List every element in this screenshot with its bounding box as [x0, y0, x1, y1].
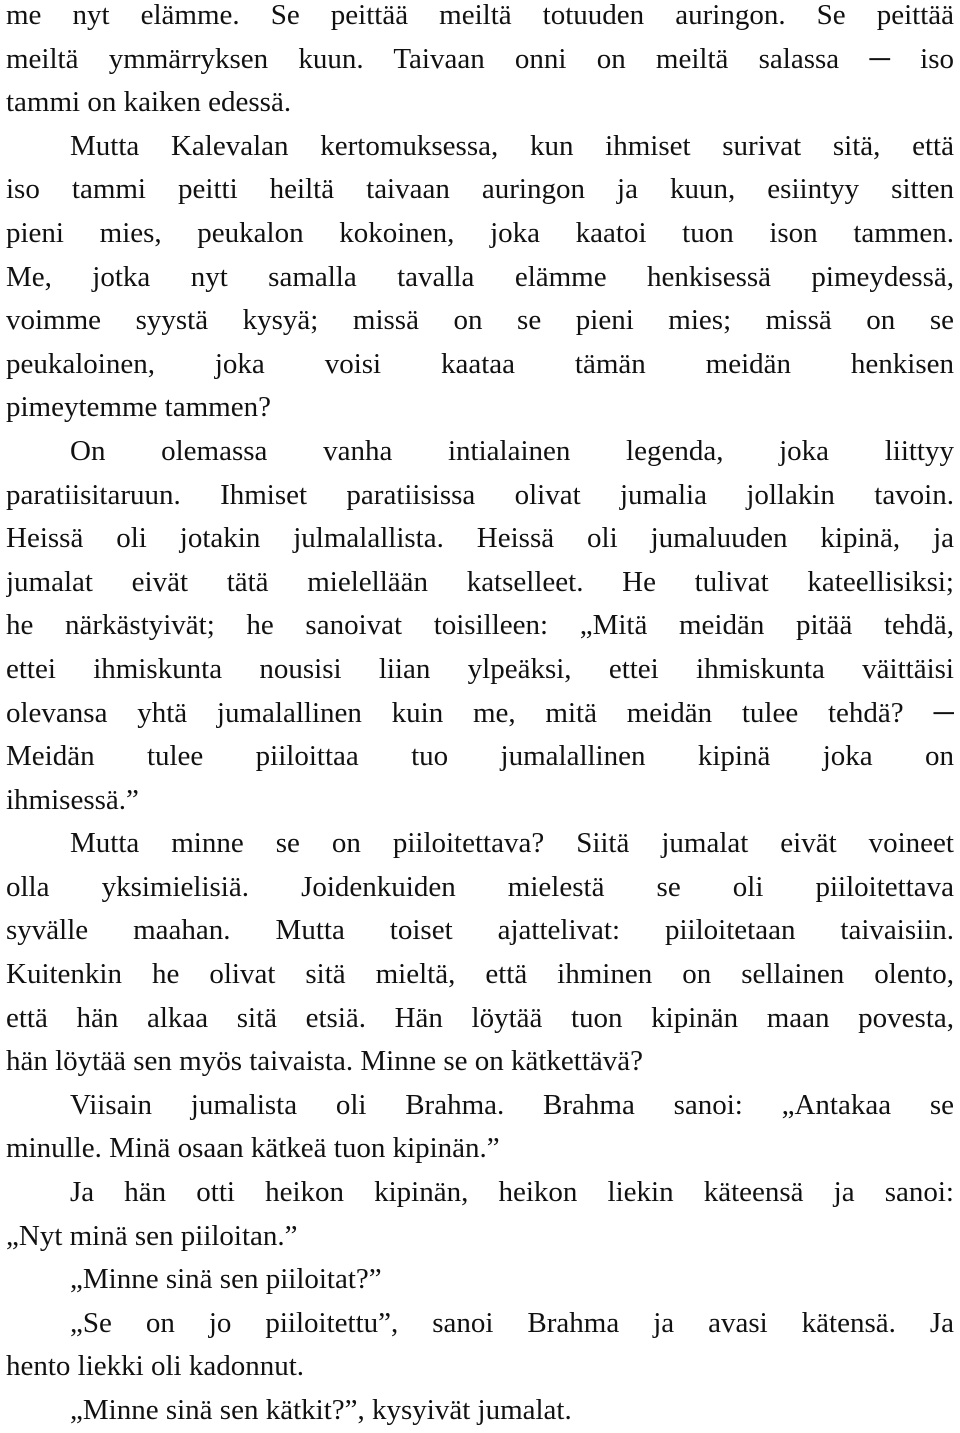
text-line: olla yksimielisiä. Joidenkuiden mielestä se oli piiloitettava: [6, 870, 954, 903]
text-line: Me, jotka nyt samalla tavalla elämme henkisessä pimeydessä,: [6, 260, 954, 293]
text-line: Mutta minne se on piiloitettava? Siitä jumalat eivät voineet: [70, 827, 954, 860]
text-line: Ja hän otti heikon kipinän, heikon liekin käteensä ja sanoi:: [70, 1176, 954, 1209]
text-line: he närkästyivät; he sanoivat toisilleen: „Mitä meidän pitää tehdä,: [6, 609, 954, 642]
text-line: että hän alkaa sitä etsiä. Hän löytää tuon kipinän maan povesta,: [6, 1001, 954, 1034]
text-line: hän löytää sen myös taivaista. Minne se on kätkettävä?: [6, 1045, 644, 1078]
text-line: „Minne sinä sen kätkit?”, kysyivät jumalat.: [70, 1394, 572, 1426]
text-line: pieni mies, peukalon kokoinen, joka kaatoi tuon ison tammen.: [6, 216, 954, 249]
text-line: Mutta Kalevalan kertomuksessa, kun ihmiset surivat sitä, että: [70, 129, 954, 162]
text-line: syvälle maahan. Mutta toiset ajattelivat: piiloitetaan taivaisiin.: [6, 914, 954, 947]
document-body: [6, 0, 954, 1433]
text-line: ettei ihmiskunta nousisi liian ylpeäksi, ettei ihmiskunta väittäisi: [6, 652, 954, 685]
text-line: peukaloinen, joka voisi kaataa tämän meidän henkisen: [6, 347, 954, 380]
text-line: me nyt elämme. Se peittää meiltä totuuden auringon. Se peittää: [6, 0, 954, 31]
text-line: „Nyt minä sen piiloitan.”: [6, 1219, 298, 1252]
text-line: olevansa yhtä jumalallinen kuin me, mitä meidän tulee tehdä? ─: [6, 696, 954, 729]
text-line: voimme syystä kysyä; missä on se pieni mies; missä on se: [6, 304, 954, 337]
text-line: „Se on jo piiloitettu”, sanoi Brahma ja avasi kätensä. Ja: [70, 1306, 954, 1339]
text-line: iso tammi peitti heiltä taivaan auringon ja kuun, esiintyy sitten: [6, 173, 954, 206]
text-line: hento liekki oli kadonnut.: [6, 1350, 305, 1383]
text-line: meiltä ymmärryksen kuun. Taivaan onni on meiltä salassa ─ iso: [6, 42, 954, 75]
text-line: Viisain jumalista oli Brahma. Brahma sanoi: „Antakaa se: [70, 1088, 954, 1121]
text-line: Meidän tulee piiloittaa tuo jumalallinen kipinä joka on: [6, 740, 954, 773]
text-line: tammi on kaiken edessä.: [6, 86, 292, 119]
text-line: ihmisessä.”: [6, 783, 139, 816]
text-line: On olemassa vanha intialainen legenda, joka liittyy: [70, 434, 954, 467]
text-line: „Minne sinä sen piiloitat?”: [70, 1263, 382, 1296]
text-line: pimeytemme tammen?: [6, 391, 271, 424]
text-line: minulle. Minä osaan kätkeä tuon kipinän.”: [6, 1132, 500, 1165]
text-line: paratiisitaruun. Ihmiset paratiisissa olivat jumalia jollakin tavoin.: [6, 478, 954, 511]
text-line: jumalat eivät tätä mielellään katselleet. He tulivat kateellisiksi;: [6, 565, 954, 598]
text-line: Kuitenkin he olivat sitä mieltä, että ihminen on sellainen olento,: [6, 958, 954, 991]
text-line: Heissä oli jotakin julmalallista. Heissä oli jumaluuden kipinä, ja: [6, 522, 954, 555]
